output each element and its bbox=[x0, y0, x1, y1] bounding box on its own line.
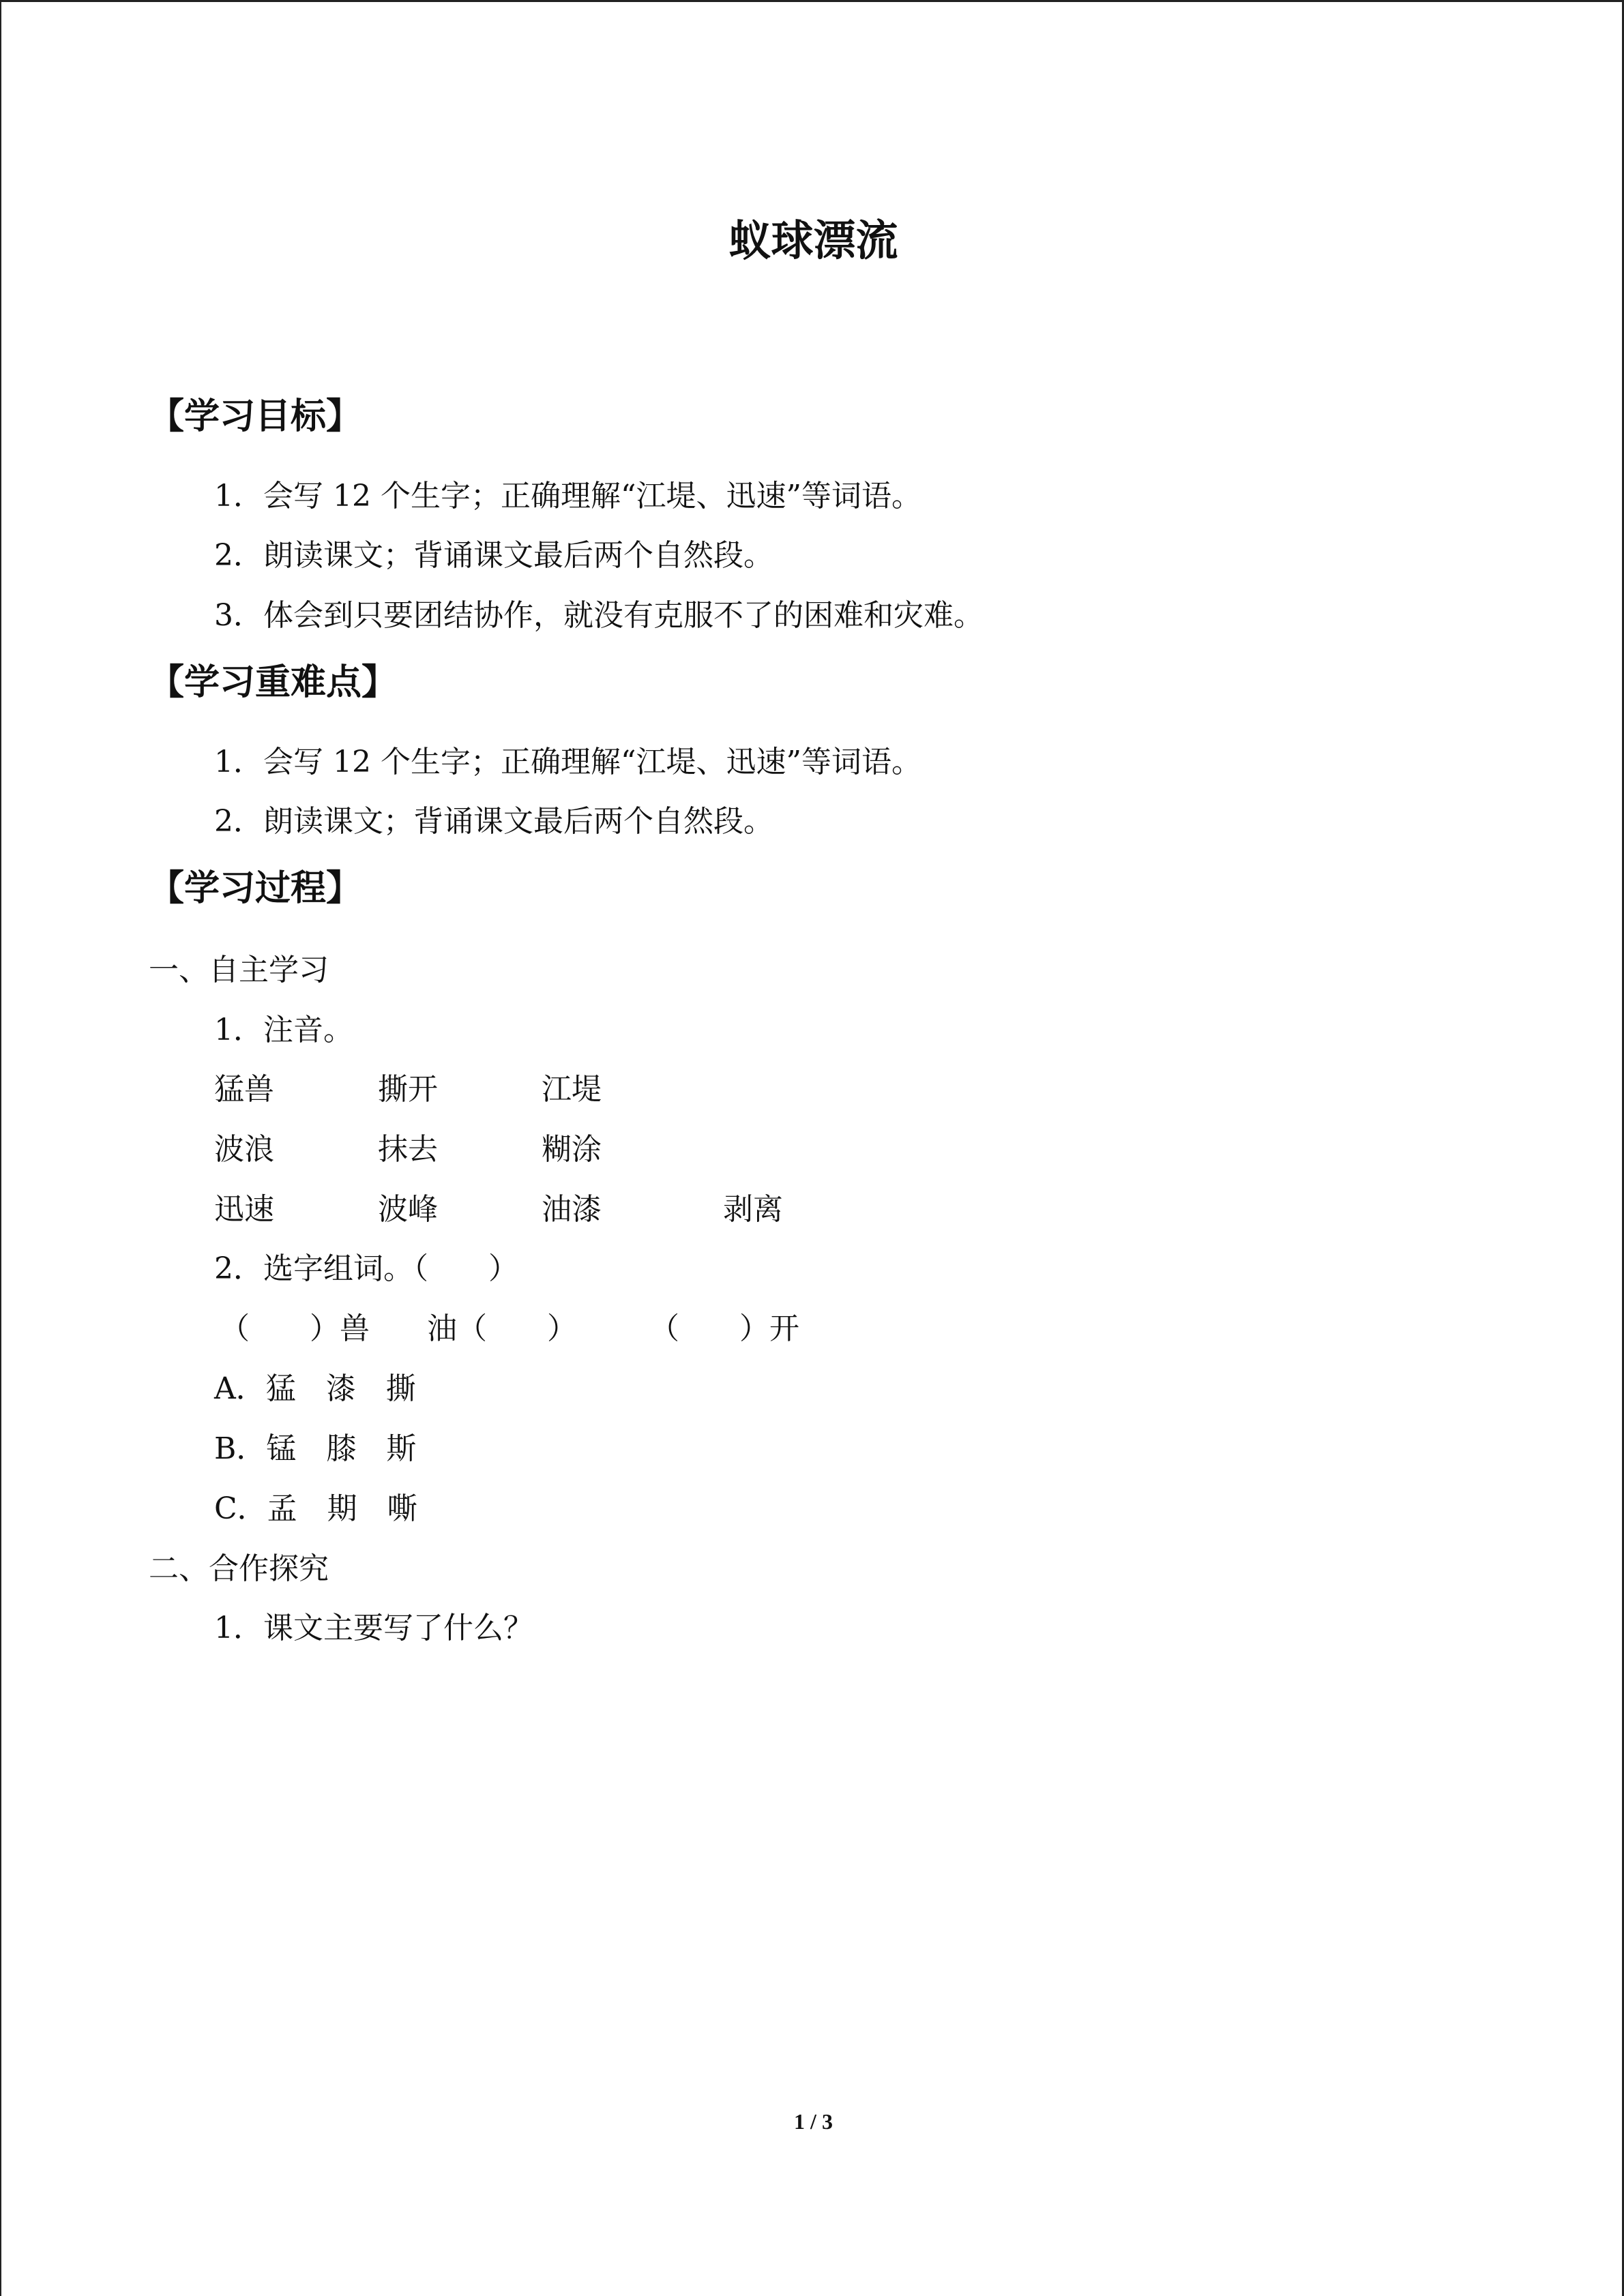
word-cell: 江堤 bbox=[542, 1072, 602, 1107]
word-cell: 波峰 bbox=[378, 1192, 438, 1227]
question-choose-characters: 2．选字组词。（ ） bbox=[214, 1251, 518, 1286]
word-cell: 糊涂 bbox=[542, 1132, 602, 1167]
section-heading-process: 【学习过程】 bbox=[149, 868, 362, 909]
document-title: 蚁球漂流 bbox=[728, 215, 898, 265]
option-a: A．猛 漆 撕 bbox=[214, 1371, 416, 1406]
blank-item: 油（ ） bbox=[427, 1311, 577, 1346]
section-heading-key-points: 【学习重难点】 bbox=[149, 662, 398, 703]
word-cell: 油漆 bbox=[542, 1192, 602, 1227]
key-point-item-1: 1．会写 12 个生字；正确理解“江堤、迅速”等词语。 bbox=[214, 745, 921, 779]
blank-item: （ ）开 bbox=[649, 1311, 799, 1346]
question-phonetic: 1．注音。 bbox=[214, 1013, 353, 1047]
goal-item-1: 1．会写 12 个生字；正确理解“江堤、迅速”等词语。 bbox=[214, 479, 921, 513]
question-main-idea: 1．课文主要写了什么？ bbox=[214, 1611, 533, 1645]
page-number: 1 / 3 bbox=[794, 2109, 833, 2134]
goal-item-2: 2．朗读课文；背诵课文最后两个自然段。 bbox=[214, 538, 773, 573]
section-heading-goals: 【学习目标】 bbox=[149, 396, 362, 437]
part2-label: 二、合作探究 bbox=[149, 1551, 329, 1586]
word-cell: 波浪 bbox=[214, 1132, 274, 1167]
option-b: B．锰 膝 斯 bbox=[214, 1431, 417, 1466]
part1-label: 一、自主学习 bbox=[149, 953, 329, 987]
option-c: C．孟 期 嘶 bbox=[214, 1491, 417, 1526]
blank-item: （ ）兽 bbox=[220, 1311, 370, 1346]
goal-item-3: 3．体会到只要团结协作，就没有克服不了的困难和灾难。 bbox=[214, 598, 984, 633]
word-cell: 撕开 bbox=[378, 1072, 438, 1107]
word-cell: 迅速 bbox=[214, 1192, 274, 1227]
key-point-item-2: 2．朗读课文；背诵课文最后两个自然段。 bbox=[214, 804, 773, 839]
word-cell: 猛兽 bbox=[214, 1072, 274, 1107]
word-cell: 剥离 bbox=[723, 1192, 783, 1227]
word-cell: 抹去 bbox=[378, 1132, 438, 1167]
